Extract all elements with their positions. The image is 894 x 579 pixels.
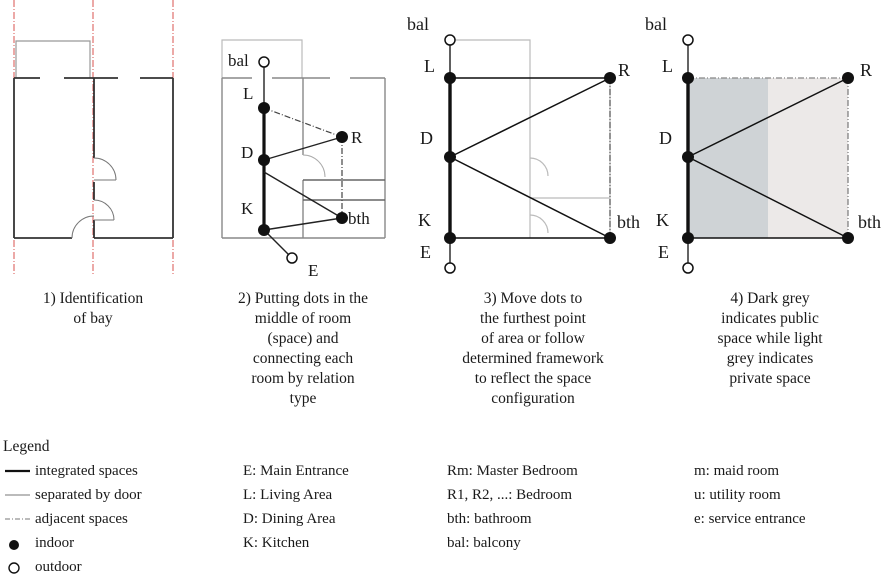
- legend-title: Legend: [3, 438, 50, 455]
- caption-line: middle of room: [254, 310, 352, 327]
- legend-item: u: utility room: [694, 487, 781, 503]
- legend-item: Rm: Master Bedroom: [447, 463, 578, 479]
- node-label: L: [243, 84, 254, 103]
- caption-line: indicates public: [721, 310, 819, 327]
- node-label: E: [420, 242, 431, 262]
- caption-line: space while light: [717, 330, 823, 347]
- legend-item: e: service entrance: [694, 511, 806, 527]
- node-label: bal: [645, 14, 667, 34]
- legend-item: indoor: [35, 535, 75, 551]
- indoor-dot: [336, 212, 348, 224]
- legend-item: R1, R2, ...: Bedroom: [447, 487, 573, 503]
- caption-line: the furthest point: [480, 310, 586, 327]
- caption-line: room by relation: [251, 370, 355, 387]
- panel-3-caption: [428, 289, 638, 409]
- indoor-dot: [258, 102, 270, 114]
- node-label: R: [618, 60, 631, 80]
- panel-4-shading: [688, 78, 848, 238]
- indoor-dot: [682, 232, 694, 244]
- node-label: bth: [348, 209, 370, 228]
- caption-line: 2) Putting dots in the: [237, 290, 369, 307]
- legend-indoor-dot: [9, 540, 19, 550]
- panel-2-caption: [208, 289, 398, 409]
- indoor-dot: [682, 72, 694, 84]
- caption-line: 1) Identification: [42, 290, 144, 307]
- public-space-area: [688, 78, 768, 238]
- outdoor-dot: [259, 57, 269, 67]
- legend-item: integrated spaces: [35, 463, 138, 479]
- legend-item: outdoor: [35, 559, 82, 575]
- indoor-dot: [604, 232, 616, 244]
- node-label: L: [662, 56, 673, 76]
- caption-line: to reflect the space: [474, 370, 592, 387]
- indoor-dot: [444, 151, 456, 163]
- legend-outdoor-dot: [9, 563, 19, 573]
- node-label: K: [241, 199, 254, 218]
- caption-line: grey indicates: [726, 350, 814, 367]
- outdoor-dot: [683, 263, 693, 273]
- panel-1-plan: [14, 0, 173, 276]
- legend-item: m: maid room: [694, 463, 779, 479]
- indoor-dot: [604, 72, 616, 84]
- caption-line: 3) Move dots to: [483, 290, 583, 307]
- caption-line: of area or follow: [481, 330, 585, 347]
- indoor-dot: [444, 232, 456, 244]
- caption-line: (space) and: [267, 330, 339, 347]
- legend-item: bth: bathroom: [447, 511, 532, 527]
- node-label: E: [658, 242, 669, 262]
- indoor-dot: [444, 72, 456, 84]
- legend-item: D: Dining Area: [243, 511, 336, 527]
- indoor-dot: [842, 72, 854, 84]
- indoor-dot: [258, 154, 270, 166]
- panel-1-caption: [8, 289, 178, 329]
- caption-line: type: [289, 390, 317, 407]
- caption-line: connecting each: [252, 350, 354, 367]
- legend-item: L: Living Area: [243, 487, 333, 503]
- caption-line: configuration: [491, 390, 575, 407]
- panel-4-caption: [675, 289, 865, 389]
- caption-line: private space: [729, 370, 811, 387]
- legend-item: separated by door: [35, 487, 142, 503]
- indoor-dot: [842, 232, 854, 244]
- node-label: bth: [617, 212, 641, 232]
- legend-column-3: [694, 459, 806, 531]
- node-label: D: [659, 128, 672, 148]
- node-label: L: [424, 56, 435, 76]
- legend-item: adjacent spaces: [35, 511, 128, 527]
- legend-line-types: [35, 459, 142, 579]
- caption-line: determined framework: [462, 350, 604, 367]
- indoor-dot: [258, 224, 270, 236]
- node-label: bth: [858, 212, 882, 232]
- node-label: R: [860, 60, 873, 80]
- outdoor-dot: [287, 253, 297, 263]
- outdoor-dot: [445, 263, 455, 273]
- legend-item: E: Main Entrance: [243, 463, 349, 479]
- node-label: bal: [228, 51, 249, 70]
- node-label: D: [241, 143, 254, 162]
- private-space-area: [768, 78, 848, 238]
- node-label: K: [656, 210, 669, 230]
- legend-item: K: Kitchen: [243, 535, 310, 551]
- node-label: D: [420, 128, 433, 148]
- caption-line: 4) Dark grey: [730, 290, 810, 307]
- panel-3-plan: [450, 40, 610, 238]
- outdoor-dot: [683, 35, 693, 45]
- indoor-dot: [682, 151, 694, 163]
- indoor-dot: [336, 131, 348, 143]
- legend-item: bal: balcony: [447, 535, 521, 551]
- caption-line: of bay: [73, 310, 113, 327]
- legend-column-2: [447, 459, 578, 555]
- legend-column-1: [243, 459, 349, 555]
- node-label: K: [418, 210, 431, 230]
- node-label: E: [308, 261, 319, 280]
- panel-3-graph: [407, 14, 640, 273]
- legend-symbols: [5, 471, 30, 573]
- node-label: R: [351, 128, 363, 147]
- outdoor-dot: [445, 35, 455, 45]
- node-label: bal: [407, 14, 429, 34]
- panel-2-graph: [228, 51, 370, 280]
